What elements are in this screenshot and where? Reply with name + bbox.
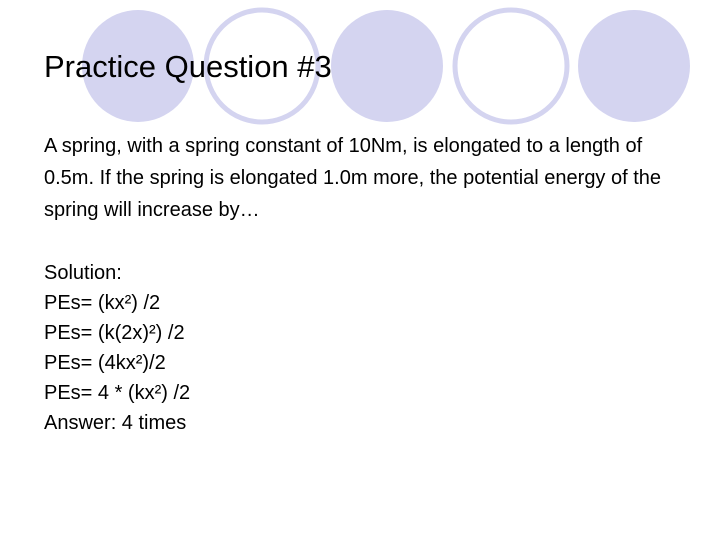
- solution-step-4: PEs= 4 * (kx²) /2: [44, 382, 191, 404]
- solution-heading: Solution:: [44, 262, 122, 284]
- solution-step-1: PEs= (kx²) /2: [44, 292, 161, 314]
- solution-block: [44, 258, 684, 438]
- deco-circle-4: [455, 10, 567, 122]
- deco-circle-5: [578, 10, 690, 122]
- answer-line: Answer: 4 times: [44, 412, 187, 434]
- slide-body: [44, 130, 684, 438]
- solution-step-2: PEs= (k(2x)²) /2: [44, 322, 185, 344]
- question-text: A spring, with a spring constant of 10Nm, is elongated to a length of 0.5m. If the spring is elongated 1.0m more, the potential energy of the spring will increase by…: [44, 135, 662, 221]
- slide-title: Practice Question #3: [44, 49, 332, 84]
- solution-step-3: PEs= (4kx²)/2: [44, 352, 166, 374]
- deco-circle-3: [331, 10, 443, 122]
